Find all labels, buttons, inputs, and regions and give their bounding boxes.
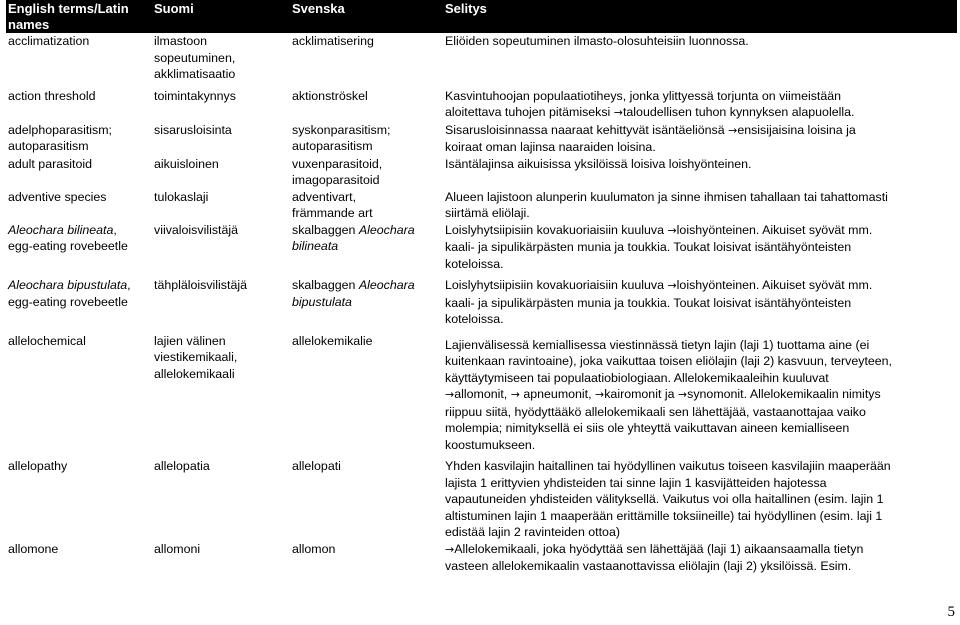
term-svenska: acklimatisering: [292, 34, 374, 48]
term-suomi: ilmastoon sopeutuminen, akklimatisaatio: [154, 34, 236, 81]
term-suomi: tähpläloisvilistäjä: [154, 278, 247, 292]
table-row: [6, 33, 957, 88]
term-description: Loislyhytsiipisiin kovakuoriaisiin kuuluva →loishyönteinen. Aikuiset syövät mm. kaali- ja sipulikärpästen munia ja toukkia. Toukat loisivat isäntähyönteisten koteloissa.: [445, 278, 873, 326]
term-english: allelochemical: [8, 333, 86, 348]
term-description: Eliöiden sopeutuminen ilmasto-olosuhteisiin luonnossa.: [445, 34, 749, 48]
term-svenska: syskonparasitism; autoparasitism: [292, 122, 391, 153]
arrow-icon: →: [445, 542, 455, 556]
term-english: allelopathy: [8, 459, 68, 473]
term-description: Alueen lajistoon alunperin kuulumaton ja sinne ihmisen tahallaan tai tahattomasti siirtämä eliölaji.: [445, 189, 888, 220]
header-svenska: Svenska: [290, 0, 443, 33]
term-english: adult parasitoid: [8, 156, 93, 171]
term-description: Isäntälajinsa aikuisissa yksilöissä loisiva loishyönteinen.: [445, 156, 752, 171]
glossary-table: [6, 0, 957, 575]
term-suomi: toimintakynnys: [154, 88, 236, 103]
term-svenska: allelokemikalie: [292, 333, 373, 348]
table-row: [6, 222, 957, 278]
arrow-icon: →: [667, 223, 677, 237]
term-suomi: allomoni: [154, 541, 201, 556]
arrow-icon: →: [445, 388, 455, 401]
term-suomi: aikuisloinen: [154, 156, 219, 171]
arrow-icon: →: [677, 388, 688, 401]
header-english: English terms/Latin names: [6, 0, 152, 33]
table-row: [6, 277, 957, 333]
arrow-icon: →: [595, 388, 605, 401]
arrow-icon: →: [667, 279, 677, 292]
term-suomi: viivaloisvilistäjä: [154, 222, 239, 237]
table-row: [6, 156, 957, 189]
term-english: Aleochara bilineata, egg-eating rovebeetle: [8, 222, 128, 253]
term-svenska: vuxenparasitoid, imagoparasitoid: [292, 156, 383, 187]
term-description: Sisarusloisinnassa naaraat kehittyvät isäntäeliönsä →ensisijaisina loisina ja koiraat oman lajinsa naaraiden loisina.: [445, 122, 856, 154]
term-suomi: lajien välinen viestikemikaali, allelokemikaali: [154, 333, 238, 381]
header-selitys: Selitys: [443, 0, 957, 33]
term-english: Aleochara bipustulata, egg-eating rovebeetle: [8, 278, 131, 309]
header-row: [6, 0, 957, 33]
term-english: adventive species: [8, 189, 107, 204]
term-english: action threshold: [8, 88, 96, 103]
term-svenska: skalbaggen Aleochara bipustulata: [292, 278, 415, 309]
table-row: [6, 189, 957, 222]
term-description: Kasvintuhoojan populaatiotiheys, jonka ylittyessä torjunta on viimeistään aloitettava tuhojen pitämiseksi →taloudellisen tuhon kynnyksen alapuolella.: [445, 88, 855, 119]
term-description: →Allelokemikaali, joka hyödyttää sen lähettäjää (laji 1) aikaansaamalla tietyn vasteen allelokemikaalin vastaanottavissa eliölajin (laji 2) yksilöissä. Esim.: [445, 541, 864, 573]
term-svenska: allelopati: [292, 459, 341, 473]
term-svenska: aktionströskel: [292, 88, 368, 103]
term-english: allomone: [8, 541, 59, 556]
table-row: [6, 541, 957, 575]
term-suomi: allelopatia: [154, 459, 210, 473]
term-english: adelphoparasitism; autoparasitism: [8, 122, 113, 153]
arrow-icon: →: [728, 123, 738, 137]
term-english: acclimatization: [8, 34, 90, 48]
table-row: [6, 458, 957, 541]
table-row: [6, 333, 957, 459]
term-svenska: allomon: [292, 541, 336, 556]
arrow-icon: →: [510, 388, 520, 401]
term-description: Lajienvälisessä kemiallisessa viestinnässä tietyn lajin (laji 1) tuottama aine (ei kuitenkaan ravintoaine), joka vaikuttaa toisen eliölajin (laji 2) kasvuun, terveyteen, käyttäytymiseen tai populaatiobiologiaan. Allelokemikaaleihin kuuluvat →allomonit, → apneumonit, →kairomonit ja →synomonit. Allelokemikaalin nimitys riippuu siitä, hyödyttääkö allelokemikaali sen lähettäjää, vastaanottajaa vaiko molempia; nimityksellä ei siis ole yhteyttä vaikuttavan aineen kemialliseen koostumukseen.: [445, 337, 893, 452]
term-suomi: tulokaslaji: [154, 189, 209, 204]
term-description: Loislyhytsiipisiin kovakuoriaisiin kuuluva →loishyönteinen. Aikuiset syövät mm. kaali- ja sipulikärpästen munia ja toukkia. Toukat loisivat isäntähyönteisten koteloissa.: [445, 222, 873, 271]
page-number: 5: [947, 604, 955, 620]
table-row: [6, 122, 957, 156]
term-svenska: adventivart, främmande art: [292, 189, 373, 220]
arrow-icon: →: [613, 106, 623, 119]
term-description: Yhden kasvilajin haitallinen tai hyödyllinen vaikutus toiseen kasvilajiin maaperään lajista 1 erittyvien yhdisteiden tai sinne lajin 1 kasvijätteiden hajotessa vapautuneiden yhdisteiden välityksellä. Vaikutus voi olla haitallinen (esim. lajin 1 altistuminen lajin 1 maaperään erittämille toksiineille) tai hyödyllinen (esim. laji 1 edistää lajin 2 ravinteiden ottoa): [445, 459, 891, 539]
header-suomi: Suomi: [152, 0, 290, 33]
term-suomi: sisarusloisinta: [154, 122, 232, 137]
table-row: [6, 88, 957, 122]
term-svenska: skalbaggen Aleochara bilineata: [292, 222, 415, 253]
